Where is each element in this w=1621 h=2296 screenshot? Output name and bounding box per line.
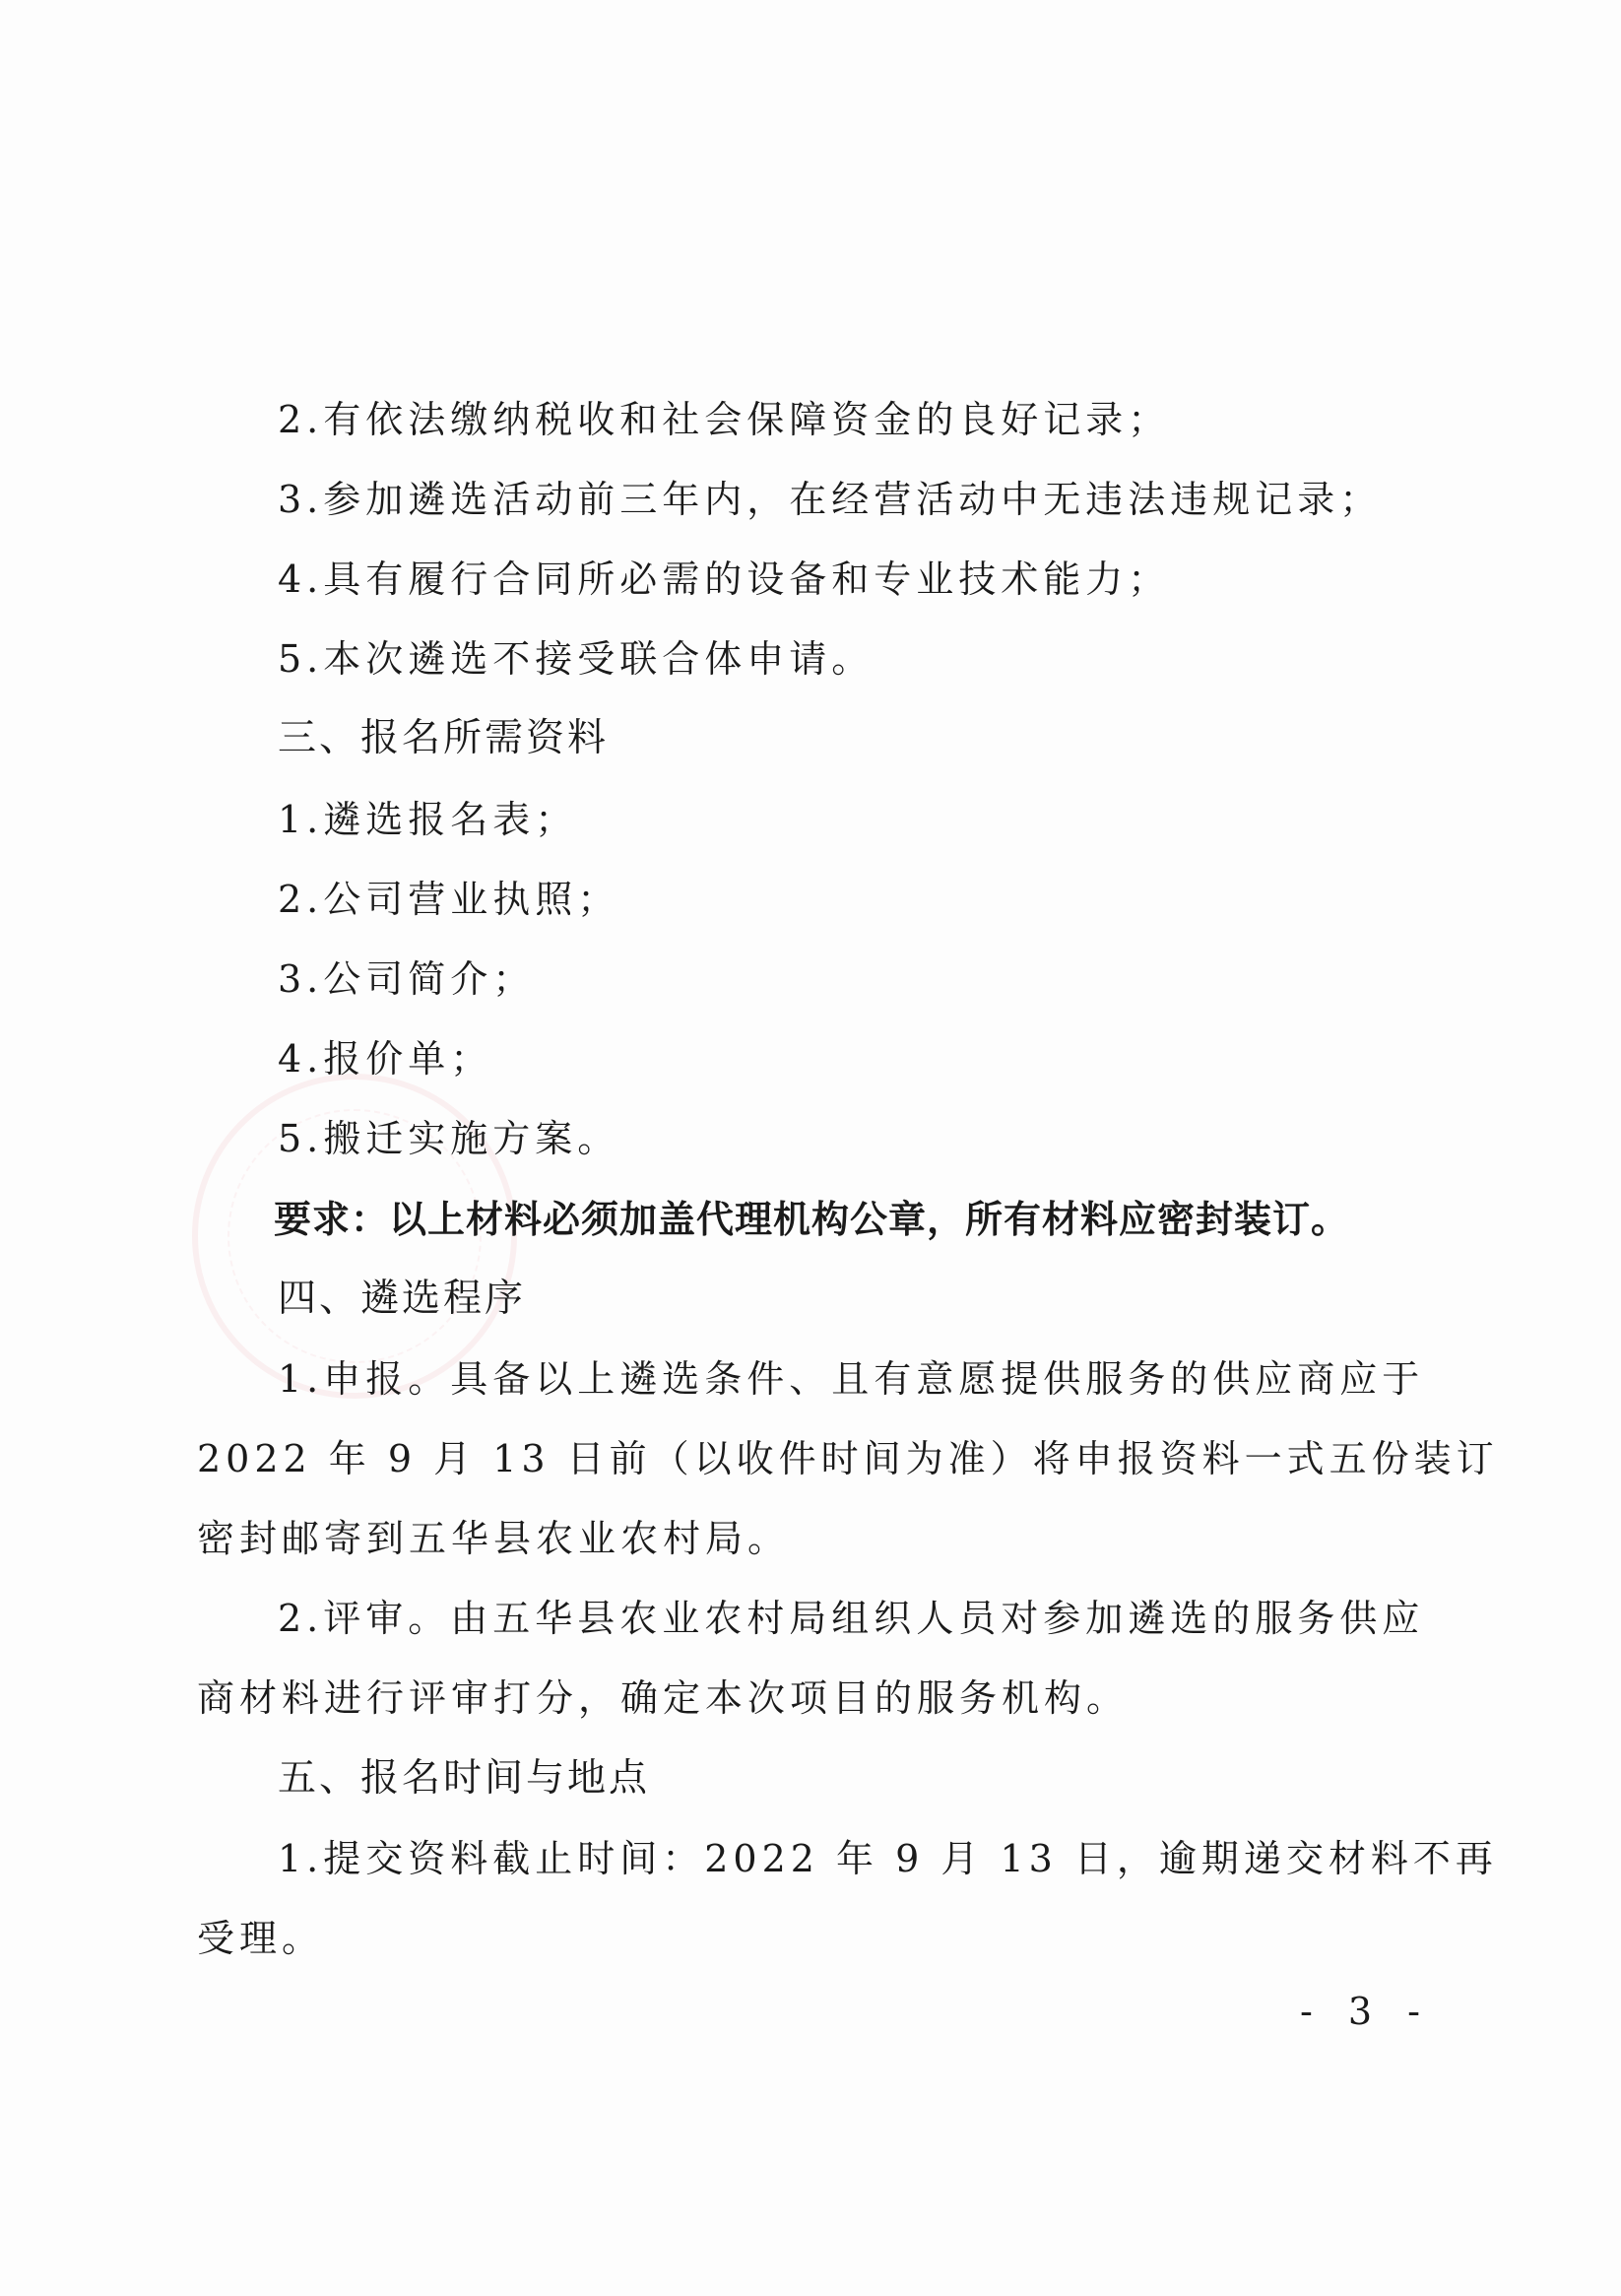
material-item-3: 3.公司简介；: [278, 957, 536, 1001]
requirement-item-3: 3.参加遴选活动前三年内，在经营活动中无违法违规记录；: [278, 478, 1383, 521]
procedure-1-line-3: 密封邮寄到五华县农业农村局。: [197, 1517, 791, 1560]
section-heading-5: 五、报名时间与地点: [278, 1756, 651, 1801]
material-item-5: 5.搬迁实施方案。: [278, 1117, 620, 1160]
material-item-1: 1.遴选报名表；: [278, 798, 578, 841]
procedure-1-line-1: 1.申报。具备以上遴选条件、且有意愿提供服务的供应商应于: [278, 1357, 1425, 1401]
requirement-item-5: 5.本次遴选不接受联合体申请。: [278, 637, 875, 681]
procedure-2-line-1: 2.评审。由五华县农业农村局组织人员对参加遴选的服务供应: [278, 1597, 1425, 1640]
materials-requirement-note: 要求：以上材料必须加盖代理机构公章，所有材料应密封装订。: [274, 1198, 1350, 1241]
section-heading-4: 四、遴选程序: [278, 1277, 527, 1321]
material-item-2: 2.公司营业执照；: [278, 878, 620, 921]
requirement-item-2: 2.有依法缴纳税收和社会保障资金的良好记录；: [278, 398, 1171, 441]
material-item-4: 4.报价单；: [278, 1037, 493, 1081]
procedure-1-line-2: 2022 年 9 月 13 日前（以收件时间为准）将申报资料一式五份装订: [197, 1437, 1499, 1480]
requirement-item-4: 4.具有履行合同所必需的设备和专业技术能力；: [278, 558, 1171, 601]
deadline-line-2: 受理。: [197, 1917, 325, 1960]
deadline-line-1: 1.提交资料截止时间：2022 年 9 月 13 日，逾期递交材料不再: [278, 1837, 1498, 1880]
procedure-2-line-2: 商材料进行评审打分，确定本次项目的服务机构。: [197, 1676, 1130, 1720]
page-number: - 3 -: [1300, 1990, 1433, 2033]
section-heading-3: 三、报名所需资料: [278, 716, 610, 760]
